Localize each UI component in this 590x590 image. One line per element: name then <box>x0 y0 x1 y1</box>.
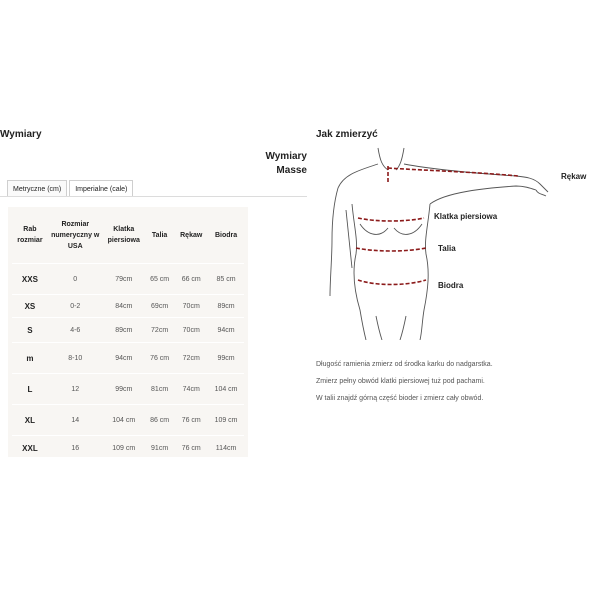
col-header-size: Rab rozmiar <box>17 226 43 244</box>
label-chest: Klatka piersiowa <box>434 212 498 221</box>
table-row <box>12 405 244 436</box>
label-hips: Biodra <box>438 281 464 290</box>
cell-sleeve: 70cm <box>174 318 208 343</box>
heading-line-2: Masse <box>276 165 307 176</box>
cell-sleeve: 72cm <box>174 343 208 374</box>
cell-hips: 109 cm <box>208 405 244 436</box>
cell-waist: 91cm <box>145 436 175 458</box>
cell-waist: 81cm <box>145 374 175 405</box>
body-measurement-diagram <box>316 140 556 340</box>
cell-size: XL <box>12 405 48 436</box>
size-table-panel[interactable] <box>8 207 248 457</box>
cell-chest: 109 cm <box>103 436 145 458</box>
chest-measure-line <box>358 218 424 221</box>
cell-us: 12 <box>48 374 103 405</box>
instruction-waist: W talii znajdź górną część bioder i zmierz cały obwód. <box>316 395 484 402</box>
cell-us: 16 <box>48 436 103 458</box>
cell-hips: 114cm <box>208 436 244 458</box>
table-header-row <box>12 207 244 264</box>
cell-size: XXS <box>12 264 48 295</box>
col-header-hips: Biodra <box>214 231 238 239</box>
table-row <box>12 343 244 374</box>
instruction-sleeve: Długość ramienia zmierz od środka karku do nadgarstka. <box>316 361 493 368</box>
tab-metric[interactable]: Metryczne (cm) <box>7 180 67 197</box>
cell-waist: 65 cm <box>145 264 175 295</box>
cell-hips: 104 cm <box>208 374 244 405</box>
col-header-us-size: Rozmiar numeryczny w USA <box>51 220 100 250</box>
table-row <box>12 374 244 405</box>
cell-size: L <box>12 374 48 405</box>
table-row <box>12 318 244 343</box>
cell-sleeve: 74cm <box>174 374 208 405</box>
tab-imperial[interactable]: Imperialne (cale) <box>69 180 133 197</box>
cell-chest: 79cm <box>103 264 145 295</box>
cell-size: m <box>12 343 48 374</box>
cell-hips: 99cm <box>208 343 244 374</box>
table-row <box>12 295 244 318</box>
cell-hips: 89cm <box>208 295 244 318</box>
hips-measure-line <box>358 280 426 285</box>
cell-waist: 69cm <box>145 295 175 318</box>
cell-waist: 72cm <box>145 318 175 343</box>
cell-us: 0-2 <box>48 295 103 318</box>
label-sleeve: Rękaw <box>561 172 587 181</box>
col-header-sleeve: Rękaw <box>180 231 203 239</box>
measure-lines <box>356 166 518 285</box>
cell-chest: 84cm <box>103 295 145 318</box>
table-row <box>12 436 244 458</box>
how-to-measure-title: Jak zmierzyć <box>316 129 378 140</box>
cell-chest: 89cm <box>103 318 145 343</box>
cell-us: 4-6 <box>48 318 103 343</box>
size-chart-heading <box>259 150 307 178</box>
sleeve-measure-line <box>388 168 518 176</box>
instruction-chest: Zmierz pełny obwód klatki piersiowej tuż pod pachami. <box>316 378 485 385</box>
unit-tabs <box>7 180 135 197</box>
heading-line-1: Wymiary <box>265 151 307 162</box>
cell-size: XS <box>12 295 48 318</box>
table-row <box>12 264 244 295</box>
col-header-waist: Talia <box>151 231 168 239</box>
cell-sleeve: 76 cm <box>174 405 208 436</box>
waist-measure-line <box>356 248 426 251</box>
label-waist: Talia <box>438 244 456 253</box>
cell-us: 14 <box>48 405 103 436</box>
cell-chest: 99cm <box>103 374 145 405</box>
page-title: Wymiary <box>0 129 42 140</box>
cell-size: XXL <box>12 436 48 458</box>
cell-us: 0 <box>48 264 103 295</box>
cell-chest: 94cm <box>103 343 145 374</box>
cell-hips: 85 cm <box>208 264 244 295</box>
cell-sleeve: 66 cm <box>174 264 208 295</box>
tab-divider <box>0 196 307 197</box>
col-header-chest: Klatka piersiowa <box>107 226 140 244</box>
cell-chest: 104 cm <box>103 405 145 436</box>
cell-waist: 76 cm <box>145 343 175 374</box>
size-table <box>12 207 244 457</box>
cell-waist: 86 cm <box>145 405 175 436</box>
cell-size: S <box>12 318 48 343</box>
cell-sleeve: 70cm <box>174 295 208 318</box>
cell-us: 8-10 <box>48 343 103 374</box>
cell-sleeve: 76 cm <box>174 436 208 458</box>
cell-hips: 94cm <box>208 318 244 343</box>
